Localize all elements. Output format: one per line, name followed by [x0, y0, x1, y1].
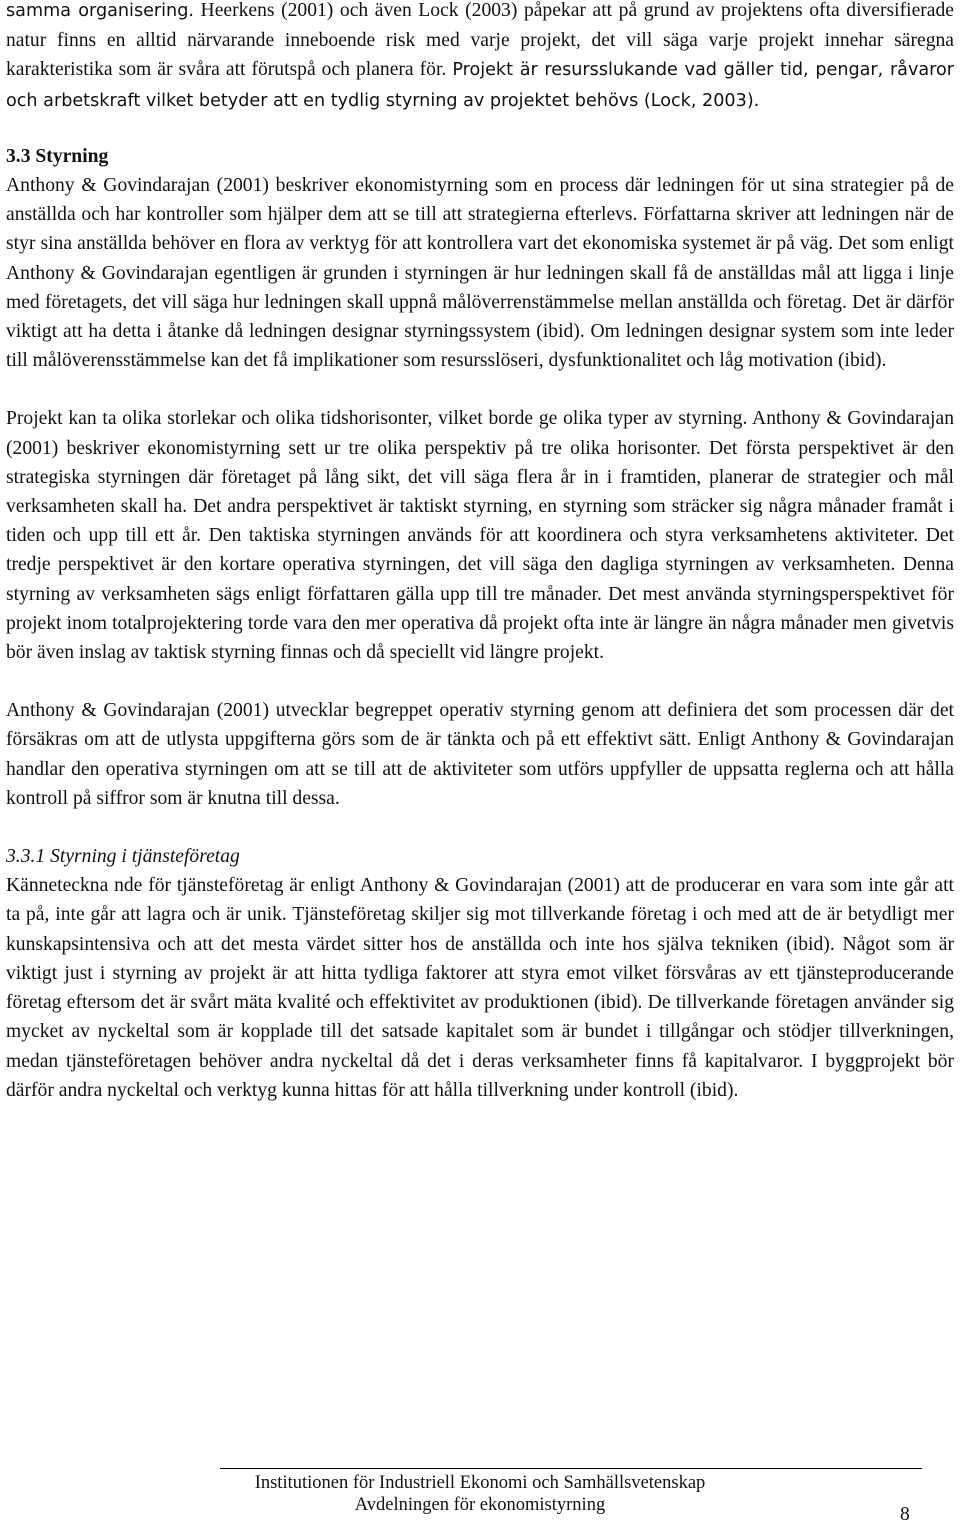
section-heading-3-3: 3.3 Styrning [6, 145, 109, 167]
section-3-3-paragraph-3: Anthony & Govindarajan (2001) utvecklar begreppet operativ styrning genom att definiera det som processen där det försäkras om att de utlysta uppgifterna görs som de är tänkta och på ett effektivt sätt. Enligt Anthony & Govindarajan handlar den operativa styrningen om att se till att de aktiviteter som utförs uppfyller de uppsatta reglerna och att hålla kontroll på siffror som är knutna till dessa. [6, 700, 954, 809]
section-3-3-paragraph-2: Projekt kan ta olika storlekar och olika tidshorisonter, vilket borde ge olika typer av styrning. Anthony & Govindarajan (2001) beskriver ekonomistyrning sett ur tre olika perspektiv på tre olika horisonter. Det första perspektivet är den strategiska styrningen där företaget på lång sikt, det vill säga flera år in i framtiden, planerar de strategier och mål verksamheten skall ha. Det andra perspektivet är taktiskt styrning, en styrning som sträcker sig några månader framåt i tiden och upp till ett år. Den taktiska styrningen används för att koordinera och styra verksamhetens aktiviteter. Det tredje perspektivet är den kortare operativa styrningen, det vill säga den dagliga styrningen av verksamheten. Denna styrning av verksamheten sägs enligt författaren gälla upp till tre månader. Det mest använda styrningsperspektivet för projekt inom totalprojektering torde vara den mer operativa då projekt ofta inte är längre än några månader men givetvis bör även inslag av taktisk styrning finnas och då speciellt vid längre projekt. [6, 408, 954, 664]
section-3-3-paragraph-1: Anthony & Govindarajan (2001) beskriver ekonomistyrning som en process där ledningen för ut sina strategier på de anställda och har kontroller som hjälper dem att se till att strategierna efterlevs. Författarna skriver att ledningen när de styr sina anställda behöver en flora av verktyg för att kontrollera vart det ekonomiska systemet är på väg. Det som enligt Anthony & Govindarajan egentligen är grunden i styrningen är hur ledningen skall få de anställdas mål att ligga i linje med företagets, det vill säga hur ledningen skall uppnå målöverrenstämmelse mellan anställda och företag. Det är därför viktigt att ha detta i åtanke då ledningen designar styrningssystem (ibid). Om ledningen designar system som inte leder till målöverensstämmelse kan det få implikationer som resursslöseri, dysfunktionalitet och låg motivation (ibid). [6, 175, 954, 372]
intro-lead: samma organisering. [6, 1, 194, 21]
footer-divider [220, 1468, 922, 1469]
footer-institution: Institutionen för Industriell Ekonomi och Samhällsvetenskap [254, 1473, 706, 1493]
intro-paragraph [6, 0, 954, 116]
intro-tail: Projekt är resursslukande vad gäller tid, pengar, råvaror och arbetskraft vilket betyder att en tydlig styrning av projektet behövs (Lock, 2003). [6, 60, 954, 111]
section-heading-3-3-1: 3.3.1 Styrning i tjänsteföretag [6, 846, 240, 868]
intro-body: Heerkens (2001) och även Lock (2003) påpekar att på grund av projektens ofta diversifierade natur finns en alltid närvarande inneboende risk med varje projekt, det vill säga varje projekt innehar säregna karakteristika som är svåra att förutspå och planera för. [6, 0, 954, 81]
footer-division: Avdelningen för ekonomistyrning [354, 1495, 606, 1515]
page-number: 8 [900, 1504, 910, 1525]
section-3-3-1-paragraph: Känneteckna nde för tjänsteföretag är enligt Anthony & Govindarajan (2001) att de producerar en vara som inte går att ta på, inte går att lagra och är unik. Tjänsteföretag skiljer sig mot tillverkande företag i och med att de är betydligt mer kunskapsintensiva och att det mesta värdet sitter hos de anställda och inte hos själva tekniken (ibid). Något som är viktigt just i styrning av projekt är att hitta tydliga faktorer att styra emot vilket försvåras av ett tjänsteproducerande företag eftersom det är svårt mäta kvalité och effektivitet av produktionen (ibid). De tillverkande företagen använder sig mycket av nyckeltal som är kopplade till det satsade kapitalet som är bundet i tillgångar och stödjer tillverkningen, medan tjänsteföretagen behöver andra nyckeltal då det i deras verksamheter finns få kapitalvaror. I byggprojekt bör därför andra nyckeltal och verktyg kunna hittas för att hålla tillverkning under kontroll (ibid). [6, 875, 954, 1101]
document-page [6, 0, 954, 1105]
